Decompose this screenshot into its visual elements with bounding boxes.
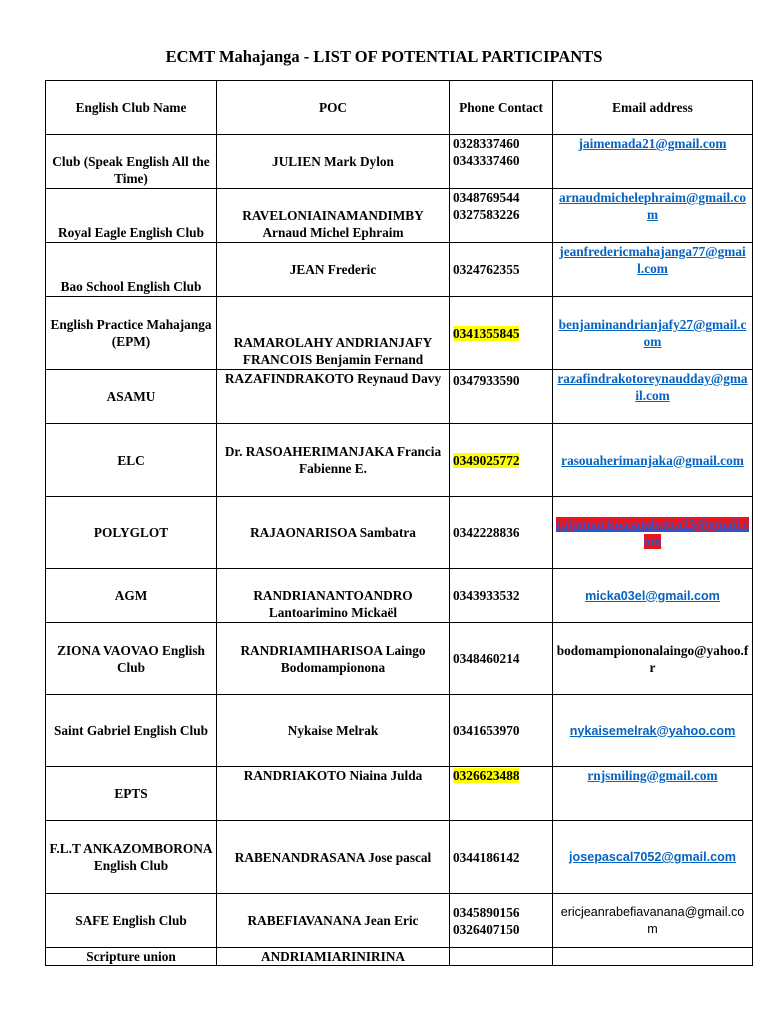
email-cell — [553, 243, 753, 297]
phone-cell — [450, 569, 553, 623]
phone-cell — [450, 623, 553, 695]
poc-name: Nykaise Melrak — [217, 695, 450, 767]
phone-number: 0326407150 — [453, 921, 520, 937]
phone-number: 0343337460 — [453, 153, 520, 168]
email-link[interactable]: rajaonarisoasambatra23@gmail.com — [556, 516, 749, 549]
email-link[interactable]: benjaminandrianjafy27@gmail.com — [558, 317, 747, 349]
poc-name: JULIEN Mark Dylon — [217, 135, 450, 189]
phone-cell — [450, 424, 553, 497]
phone-cell — [450, 243, 553, 297]
phone-cell — [450, 894, 553, 948]
table-row — [46, 497, 753, 569]
header-phone: Phone Contact — [450, 81, 553, 135]
phone-cell — [450, 821, 553, 894]
phone-number: 0341653970 — [453, 723, 520, 738]
table-row — [46, 370, 753, 424]
header-email: Email address — [553, 81, 753, 135]
email-cell — [553, 297, 753, 370]
table-row — [46, 821, 753, 894]
poc-name: RAVELONIAINAMANDIMBY Arnaud Michel Ephraim — [217, 189, 450, 243]
email-link[interactable]: arnaudmichelephraim@gmail.com — [558, 190, 747, 222]
email-link[interactable]: razafindrakotoreynaudday@gmail.com — [557, 371, 748, 403]
poc-name: Dr. RASOAHERIMANJAKA Francia Fabienne E. — [217, 424, 450, 497]
table-row — [46, 189, 753, 243]
phone-cell — [450, 135, 553, 189]
club-name: Bao School English Club — [46, 243, 217, 297]
phone-number: 0328337460 — [453, 136, 520, 151]
phone-number: 0324762355 — [453, 262, 520, 277]
table-row — [46, 569, 753, 623]
club-name: ZIONA VAOVAO English Club — [46, 623, 217, 695]
email-link[interactable]: rnjsmiling@gmail.com — [587, 768, 718, 783]
phone-number: 0327583226 — [453, 207, 520, 222]
club-name: AGM — [46, 569, 217, 623]
email-cell — [553, 569, 753, 623]
email-link[interactable]: micka03el@gmail.com — [585, 588, 720, 603]
poc-name: RAMAROLAHY ANDRIANJAFY FRANCOIS Benjamin Fernand — [217, 297, 450, 370]
header-club: English Club Name — [46, 81, 217, 135]
email-cell — [553, 695, 753, 767]
document-title: ECMT Mahajanga - LIST OF POTENTIAL PARTICIPANTS — [165, 47, 603, 66]
email-text: ericjeanrabefiavanana@gmail.com — [553, 894, 753, 948]
club-name: EPTS — [46, 767, 217, 821]
phone-number: 0343933532 — [453, 588, 520, 603]
club-name: SAFE English Club — [46, 894, 217, 948]
email-link[interactable]: jaimemada21@gmail.com — [578, 136, 727, 151]
club-name: ASAMU — [46, 370, 217, 424]
poc-name: JEAN Frederic — [217, 243, 450, 297]
club-name: Club (Speak English All the Time) — [46, 135, 217, 189]
table-row — [46, 623, 753, 695]
club-name: F.L.T ANKAZOMBORONA English Club — [46, 821, 217, 894]
email-cell — [553, 189, 753, 243]
email-link[interactable]: jeanfredericmahajanga77@gmail.com — [559, 244, 746, 276]
email-cell — [553, 424, 753, 497]
poc-name: RANDRIAMIHARISOA Laingo Bodomampionona — [217, 623, 450, 695]
club-name: Royal Eagle English Club — [46, 189, 217, 243]
table-row — [46, 894, 753, 948]
phone-cell — [450, 948, 553, 966]
phone-number: 0348769544 — [453, 190, 520, 205]
email-cell — [553, 497, 753, 569]
table-row — [46, 695, 753, 767]
phone-number: 0348460214 — [453, 651, 520, 666]
poc-name: RAZAFINDRAKOTO Reynaud Davy — [217, 370, 450, 424]
table-row — [46, 424, 753, 497]
email-link[interactable]: rasouaherimanjaka@gmail.com — [561, 452, 744, 468]
table-header-row — [46, 81, 753, 135]
table-row — [46, 135, 753, 189]
phone-number: 0342228836 — [453, 525, 520, 540]
poc-name: RABEFIAVANANA Jean Eric — [217, 894, 450, 948]
email-link[interactable]: josepascal7052@gmail.com — [569, 850, 736, 864]
phone-number-highlighted: 0349025772 — [453, 452, 520, 468]
club-name: Saint Gabriel English Club — [46, 695, 217, 767]
poc-name: RANDRIANANTOANDRO Lantoarimino Mickaël — [217, 569, 450, 623]
poc-name: RANDRIAKOTO Niaina Julda — [217, 767, 450, 821]
email-cell — [553, 370, 753, 424]
table-row — [46, 243, 753, 297]
phone-cell — [450, 189, 553, 243]
phone-cell — [450, 297, 553, 370]
email-cell — [553, 767, 753, 821]
phone-cell — [450, 497, 553, 569]
poc-name: ANDRIAMIARINIRINA — [217, 948, 450, 966]
table-row — [46, 948, 753, 966]
participants-table — [45, 80, 753, 966]
club-name: POLYGLOT — [46, 497, 217, 569]
phone-number-highlighted: 0341355845 — [453, 325, 520, 341]
email-cell — [553, 821, 753, 894]
phone-number: 0345890156 — [453, 904, 520, 920]
header-poc: POC — [217, 81, 450, 135]
phone-cell — [450, 695, 553, 767]
email-text: bodomampiononalaingo@yahoo.fr — [553, 623, 753, 695]
table-row — [46, 297, 753, 370]
poc-name: RABENANDRASANA Jose pascal — [217, 821, 450, 894]
phone-number: 0347933590 — [453, 373, 520, 388]
poc-name: RAJAONARISOA Sambatra — [217, 497, 450, 569]
phone-number: 0344186142 — [453, 849, 520, 865]
club-name: Scripture union — [46, 948, 217, 966]
phone-cell — [450, 370, 553, 424]
phone-number-highlighted: 0326623488 — [453, 768, 520, 783]
email-link[interactable]: nykaisemelrak@yahoo.com — [569, 723, 736, 738]
table-row — [46, 767, 753, 821]
email-cell — [553, 948, 753, 966]
club-name: English Practice Mahajanga (EPM) — [46, 297, 217, 370]
email-cell — [553, 135, 753, 189]
phone-cell — [450, 767, 553, 821]
club-name: ELC — [46, 424, 217, 497]
